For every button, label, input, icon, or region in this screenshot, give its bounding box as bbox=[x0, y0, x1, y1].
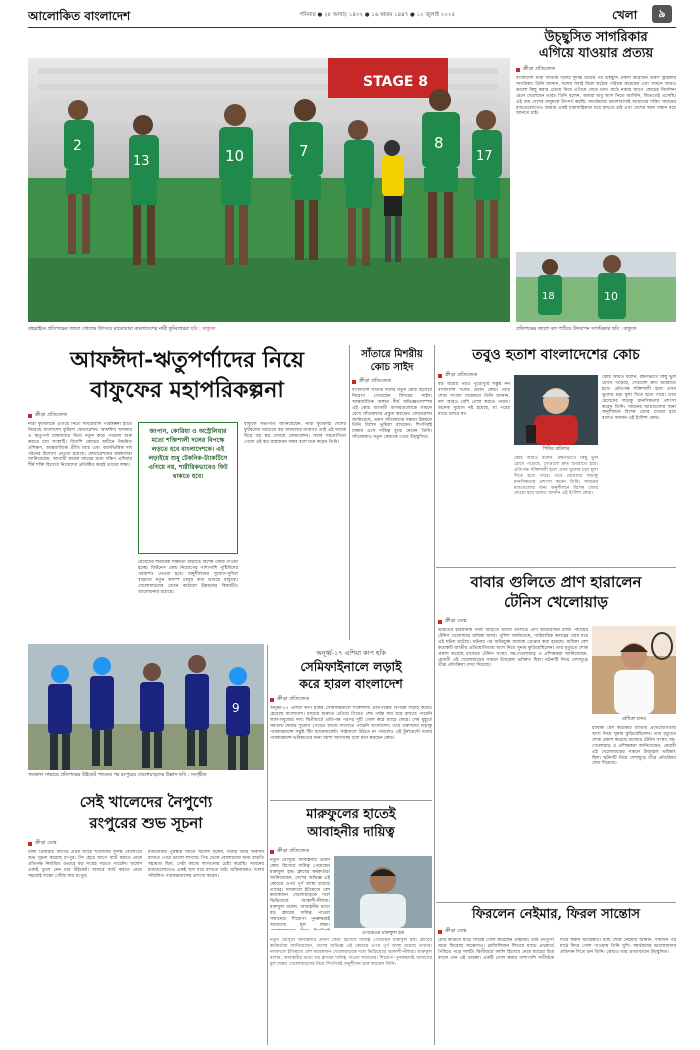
section-rule bbox=[436, 567, 676, 568]
semifinal-kicker: অনূর্ধ্ব-১৭ এশিয়া কাপ হকি bbox=[316, 649, 386, 657]
lead-photo-illustration bbox=[28, 58, 510, 322]
coach-photo-illustration bbox=[514, 375, 598, 445]
neymar-body bbox=[438, 938, 676, 1042]
lead-photo bbox=[28, 58, 510, 322]
sagorika-headline-line-1: উচ্ছ্বসিত সাগরিকার bbox=[544, 30, 648, 45]
cricket-photo bbox=[28, 644, 264, 770]
lead-photo-credit: ছবি : বাফুফে bbox=[190, 327, 216, 332]
column-rule bbox=[434, 345, 435, 1045]
jersey-number: 2 bbox=[73, 138, 82, 154]
cricket-photo-illustration bbox=[28, 644, 264, 770]
tennis-body-1: ভারতের হরিয়ানায় নিজ বাড়িতে বাবার গুলিতে প্রাণ হারিয়েছেন রাজ্য পর্যায়ের টেনিস খেলোয়াড় রাধিকা যাদব। পুলিশ জানিয়েছে, পারিবারিক কলহের জের ধরে এই ঘটনা ঘটেছে। ঘটনার পর অভিযুক্ত বাবাকে গ্রেপ্তার করা হয়েছে। bbox=[438, 628, 588, 645]
byline-marker-icon bbox=[438, 620, 442, 624]
sagorika-headline-line-2: এগিয়ে যাওয়ার প্রত্যয় bbox=[538, 46, 654, 61]
bafufe-byline-text: ক্রীড়া প্রতিবেদক bbox=[35, 412, 68, 418]
semifinal-headline-line-2: করে হারল বাংলাদেশ bbox=[299, 676, 403, 691]
neymar-headline: ফিরলেন নেইমার, ফিরল সান্তোস bbox=[471, 907, 641, 922]
sagorika-photo-illustration bbox=[516, 252, 676, 322]
maruful-photo-illustration bbox=[334, 856, 432, 928]
semifinal-byline-text: ক্রীড়া প্রতিবেদক bbox=[277, 696, 310, 702]
bafufe-callout bbox=[138, 422, 238, 554]
cricket-photo-caption-text: গতকাল সাভারে প্রতিপক্ষের উইকেট পতনের পর রংপুরের খেলোয়াড়দের উল্লাস bbox=[28, 773, 178, 778]
bafufe-byline bbox=[28, 412, 67, 420]
bafufe-body-col-2 bbox=[138, 560, 238, 640]
frustration-body-2: কোচ আরও বলেন, রক্ষণভাগে কিছু ভুল চোখে পড়েছে, সেগুলো দ্রুত শুধরাতে হবে। প্রতিপক্ষ শক্তিশালী হলে এসব ভুলের চড়া মূল্য দিতে হতে পারে। তবে মেয়েদের লড়াকু মানসিকতার প্রশংসা করেন তিনি। সামনের ম্যাচগুলোর জন্য অনুশীলনে বিশেষ জোর দেওয়া হবে বলেও জানান এই ইংলিশ কোচ। bbox=[602, 375, 676, 422]
frustration-body-col-2 bbox=[602, 375, 676, 564]
tennis-body-col-2 bbox=[592, 726, 676, 900]
sagorika-photo bbox=[516, 252, 676, 322]
cricket-photo-caption bbox=[28, 772, 264, 780]
jersey-number: 8 bbox=[434, 134, 444, 152]
bafufe-headline-line-1: আফঈদা-ঋতুপর্ণাদের নিয়ে bbox=[70, 347, 304, 373]
byline-marker-icon bbox=[516, 68, 520, 72]
tennis-photo-illustration bbox=[592, 626, 676, 714]
maruful-headline-line-2: আবাহনীর দায়িত্ব bbox=[307, 825, 395, 840]
byline-marker-icon bbox=[270, 698, 274, 702]
bafufe-body-col-3 bbox=[244, 422, 346, 640]
sagorika-photo-caption bbox=[516, 326, 676, 334]
header-rule bbox=[28, 27, 676, 28]
rangpur-headline bbox=[28, 792, 264, 834]
maruful-byline bbox=[270, 848, 309, 856]
sagorika-headline bbox=[516, 30, 676, 62]
saeed-headline bbox=[352, 348, 432, 374]
tennis-headline bbox=[436, 572, 676, 612]
maruful-photo-caption: এসকেএম মারুফুল হক bbox=[361, 931, 405, 936]
maruful-body-text: নতুন মৌসুমে আবাহনীর প্রধান কোচ হিসেবে দায়িত্ব পেয়েছেন মারুফুল হক। ক্লাবের কর্মকর্তারা জানিয়েছেন, দেশের অভিজ্ঞ এই কোচের ওপর পূর্ণ আস্থা রয়েছে তাদের। দলবদলে ইতিমধ্যে বেশ কয়েকজন খেলোয়াড়কে দলে ভিড়িয়েছে আকাশী-নীলরা। মারুফুল বলেন, আবাহনীর মতো বড় ক্লাবের দায়িত্ব পাওয়া সম্মানের। শিরোপা পুনরুদ্ধারই আমাদের মূল লক্ষ্য। bbox=[270, 858, 330, 928]
neymar-byline-text: ক্রীড়া ডেস্ক bbox=[445, 928, 467, 934]
rangpur-headline-line-1: সেই খালেদের নৈপুণ্যে bbox=[79, 793, 213, 811]
frustration-body-continued: কোচ আরও বলেন, রক্ষণভাগে কিছু ভুল চোখে পড়েছে, সেগুলো দ্রুত শুধরাতে হবে। প্রতিপক্ষ শক্তিশালী হলে এসব ভুলের চড়া মূল্য দিতে হতে পারে। তবে মেয়েদের লড়াকু মানসিকতার প্রশংসা করেন তিনি। সামনের ম্যাচগুলোর জন্য অনুশীলনে বিশেষ জোর দেওয়া হবে বলেও জানান এই ইংলিশ কোচ। bbox=[514, 456, 598, 497]
coach-photo-caption: পিটার বাটলার bbox=[542, 447, 570, 452]
rangpur-byline-text: ক্রীড়া ডেস্ক bbox=[35, 840, 57, 846]
maruful-body-col-1 bbox=[270, 858, 330, 930]
bafufe-headline bbox=[28, 345, 346, 405]
neymar-byline bbox=[438, 928, 467, 936]
tennis-byline-text: ক্রীড়া ডেস্ক bbox=[445, 618, 467, 624]
sagorika-photo-credit: ছবি : বাফুফে bbox=[611, 327, 637, 332]
maruful-body-continued: নতুন মৌসুমে আবাহনীর প্রধান কোচ হিসেবে দায়িত্ব পেয়েছেন মারুফুল হক। ক্লাবের কর্মকর্তারা জানিয়েছেন, দেশের অভিজ্ঞ এই কোচের ওপর পূর্ণ আস্থা রয়েছে তাদের। দলবদলে ইতিমধ্যে বেশ কয়েকজন খেলোয়াড়কে দলে ভিড়িয়েছে আকাশী-নীলরা। মারুফুল বলেন, আবাহনীর মতো বড় ক্লাবের দায়িত্ব পাওয়া সম্মানের। শিরোপা পুনরুদ্ধারই আমাদের মূল লক্ষ্য। খেলোয়াড়দের নিয়ে শিগগিরই অনুশীলন শুরু করবেন তিনি। bbox=[270, 938, 432, 967]
sagorika-body-text: বাংলাদেশ নারী জাতীয় দলের দুর্দান্ত জয়ের পর উচ্ছ্বাস প্রকাশ করেছেন তরুণ স্ট্রাইকার সাগরিকা। তিনি জানান, দলের সবাই মিলে কঠোর পরিশ্রম করেছেন এবং সামনে আরও ভালো কিছু করার প্রত্যয় নিয়ে এগিয়ে যেতে চান। মাঠে নামার আগে কোচের নির্দেশনা মেনে খেলেছেন তারা। তিনি বলেন, আমরা শুধু অংশ নিতে আসিনি, জিততেই এসেছি। এই জয় দেশের মানুষকে উৎসর্গ করছি। সমর্থকদের ভালোবাসাই আমাদের শক্তি। সামনের ম্যাচগুলোতেও আমরা একই ধারাবাহিকতা ধরে রাখতে চাই এবং দেশের জন্য সম্মান বয়ে আনতে চাই। bbox=[516, 76, 676, 117]
maruful-body-col-2 bbox=[270, 938, 432, 1042]
tennis-body-col-1 bbox=[438, 628, 588, 900]
jersey-number: 10 bbox=[225, 147, 245, 165]
column-rule bbox=[349, 345, 350, 640]
maruful-photo bbox=[334, 856, 432, 928]
bafufe-body-2: মেয়েদের শারীরিক সক্ষমতা বাড়াতে বিশেষ জোর দেওয়া হচ্ছে। ফিটনেস কোচ নিয়োগের পাশাপাশি পুষ্টিবিদের পরামর্শও নেওয়া হবে। অনুশীলনের সুযোগ-সুবিধা বাড়াতে নতুন ক্যাম্প চালুর কথা ভাবছে বাফুফে। খেলোয়াড়দের বেতন কাঠামো উন্নয়নের বিষয়টিও আলোচনায় রয়েছে। bbox=[138, 560, 238, 595]
semifinal-headline bbox=[270, 658, 432, 692]
coach-photo bbox=[514, 375, 598, 445]
jersey-number: 17 bbox=[476, 149, 493, 164]
semifinal-byline bbox=[270, 696, 309, 704]
frustration-byline-text: ক্রীড়া প্রতিবেদক bbox=[445, 372, 478, 378]
section-rule bbox=[270, 800, 432, 801]
tennis-headline-line-1: বাবার গুলিতে প্রাণ হারালেন bbox=[470, 573, 642, 591]
frustration-body-1: বড় জয়ের পরও পুরোপুরি সন্তুষ্ট নন বাংলাদেশ দলের প্রধান কোচ। ম্যাচ শেষে সংবাদ সম্মেলনে তিনি জানান, দল আরও বেশি গোল করতে পারত। অনেক সুযোগ নষ্ট হয়েছে, যা পরের ম্যাচে চলবে না। bbox=[438, 382, 510, 417]
frustration-body-col-3 bbox=[514, 456, 598, 564]
rangpur-body-2: ম্যাচসেরার পুরস্কার জিতে খালেদ বলেন, দলের জয়ে অবদান রাখতে পেরে ভালো লাগছে। পিচ থেকে বোলারদের জন্য বাড়তি সহায়তা ছিল, সেটা কাজে লাগানোর চেষ্টা করেছি। সামনের ম্যাচগুলোতেও একই ছন্দ ধরে রাখতে চাই। অধিনায়কও দলের সম্মিলিত পারফরম্যান্সের প্রশংসা করেন। bbox=[148, 850, 264, 879]
neymar-body-text: চোট কাটিয়ে মাঠে ফিরেই গোল করেছেন নেইমার। তার নৈপুণ্যে জয়ে ফিরেছে সান্তোসও। ব্রাজিলিয়ান লিগের ম্যাচে প্রথমার্ধে পিছিয়ে পড়ে দলটি। দ্বিতীয়ার্ধে বদলি হিসেবে নেমে ম্যাচের চিত্র বদলে দেন এই তারকা। একটি গোল করার পাশাপাশি সতীর্থকে দিয়ে করান আরেকটি। ম্যাচ শেষে নেইমার জানান, দীর্ঘদিন পর মাঠে ফিরে গোল পাওয়ায় তিনি খুশি। সমর্থকদের ভালোবাসার প্রতিদান দিতে চান তিনি। কোচও তার প্রত্যাবর্তনে উচ্ছ্বসিত। bbox=[438, 938, 676, 961]
sagorika-photo-caption-text: প্রতিপক্ষের জালে বল পাঠিয়ে উদযাপন সাগরিকার bbox=[516, 327, 611, 332]
jersey-number: 18 bbox=[542, 291, 555, 302]
frustration-headline: তবুও হতাশ বাংলাদেশের কোচ bbox=[472, 347, 640, 363]
saeed-body-text: বাংলাদেশ সাঁতার দলের নতুন কোচ হিসেবে নিয়োগ পেয়েছেন মিশরের সাইদ। আন্তর্জাতিক অঙ্গনে দীর্ঘ অভিজ্ঞতাসম্পন্ন এই কোচ আগামী আসরগুলোকে সামনে রেখে সাঁতারুদের প্রস্তুত করবেন। ফেডারেশন জানিয়েছে, তরুণ সাঁতারুদের দক্ষতা উন্নয়নে তিনি বিশেষ ভূমিকা রাখবেন। শিগগিরই ঢাকায় এসে দায়িত্ব বুঝে নেবেন তিনি। সাঁতারুরাও নতুন কোচকে পেয়ে উচ্ছ্বসিত। bbox=[352, 388, 432, 441]
page-number: ৯ bbox=[652, 5, 672, 23]
saeed-headline-line-2: কোচ সাইদ bbox=[370, 362, 414, 373]
jersey-number: 13 bbox=[133, 154, 150, 169]
tennis-photo bbox=[592, 626, 676, 714]
jersey-number: 10 bbox=[604, 290, 618, 303]
rangpur-byline bbox=[28, 840, 57, 848]
maruful-headline-line-1: মারুফুলের হাতেই bbox=[306, 807, 396, 822]
stadium-banner: STAGE 8 bbox=[363, 74, 429, 90]
maruful-byline-text: ক্রীড়া প্রতিবেদক bbox=[277, 848, 310, 854]
sagorika-body bbox=[516, 76, 676, 250]
tennis-body-2: রাধিকা বেশ কয়েকটি জাতীয় প্রতিযোগিতায় অংশ নিয়ে সুনাম কুড়িয়েছিলেন। তার মৃত্যুতে শোক প্রকাশ করেছে রাজ্যের টেনিস সংস্থা। সহ-খেলোয়াড় ও প্রশিক্ষকরা জানিয়েছেন, মেধাবী এই খেলোয়াড়ের সামনে উজ্জ্বল ভবিষ্যৎ ছিল। ঘটনাটি নিয়ে দেশজুড়ে তীব্র প্রতিক্রিয়া দেখা দিয়েছে। bbox=[438, 639, 588, 669]
section-rule bbox=[436, 902, 676, 903]
byline-marker-icon bbox=[352, 380, 356, 384]
bafufe-callout-text: জাপান, কোরিয়া ও অস্ট্রেলিয়ার মতো শক্তিশালী দলের বিপক্ষে লড়তে হবে বাংলাদেশকে। এই লড়াইয়ে শুধু টেকনিক-ট্যাকটিসে এগিয়ে নয়, শারীরিকভাবেও ফিট থাকতে হবে। bbox=[148, 428, 228, 480]
column-rule bbox=[267, 645, 268, 1045]
rangpur-body-1: ঢাকা প্রিমিয়ার লিগের প্রথম ম্যাচে খালেদের দুর্দান্ত বোলিংয়ে শুভ সূচনা করেছে রংপুর। টস হেরে আগে ব্যাট করতে নেমে প্রতিপক্ষ নির্ধারিত ওভারে বড় সংগ্রহ গড়তে পারেনি। খালেদ একাই তুলে নেন চার উইকেট। জবাবে ব্যাট করতে নেমে সহজেই লক্ষ্যে পৌঁছে যায় রংপুর। bbox=[28, 850, 142, 879]
frustration-byline bbox=[438, 372, 477, 380]
semifinal-headline-line-1: সেমিফাইনালে লড়াই bbox=[300, 659, 402, 674]
jersey-number: 9 bbox=[232, 701, 240, 715]
semifinal-body-text: অনূর্ধ্ব-১৭ এশিয়া কাপ হকির সেমিফাইনালে শক্তিশালী প্রতিপক্ষের বিপক্ষে লড়াই করেও হেরেছে বাংলাদেশ। ম্যাচের শুরুতে এগিয়ে গিয়েও শেষ পর্যন্ত জয় ধরে রাখতে পারেনি লাল-সবুজের দল। দ্বিতীয়ার্ধে প্রতিপক্ষ পরপর দুটি গোল করে ম্যাচে ফেরে। শেষ মুহূর্তে সমতায় ফেরার সুযোগ পেয়েও কাজে লাগাতে পারেনি বাংলাদেশ। তবে তরুণদের লড়াকু পারফরম্যান্সে সন্তুষ্ট টিম ম্যানেজমেন্ট। ফাইনালে উঠতে না পারলেও এই টুর্নামেন্টে দলের পারফরম্যান্স ভবিষ্যতের জন্য আশা জাগাচ্ছে বলে মনে করছেন কোচ। bbox=[270, 706, 432, 741]
jersey-number: 7 bbox=[299, 142, 309, 160]
bafufe-body-1: নারী ফুটবলকে এগিয়ে নিতে দীর্ঘমেয়াদি পরিকল্পনা হাতে নিয়েছে বাংলাদেশ ফুটবল ফেডারেশন। আফঈদা খন্দকার ও ঋতুপর্ণা চাকমাদের নিয়ে নতুন করে পথচলা শুরু করতে চায় সংস্থাটি। বিদেশি কোচের অধীনে নিয়মিত প্রশিক্ষণ, আন্তর্জাতিক প্রীতি ম্যাচ এবং বয়সভিত্তিক দল গঠনের উদ্যোগ নেওয়া হয়েছে। ফেডারেশনের কর্মকর্তারা জানিয়েছেন, আগামী কয়েক বছরের মধ্যে দক্ষিণ এশিয়ার শীর্ষ শক্তি হিসেবে নিজেদের প্রতিষ্ঠিত করাই তাদের লক্ষ্য। bbox=[28, 422, 132, 469]
sagorika-byline-text: ক্রীড়া প্রতিবেদক bbox=[523, 66, 556, 72]
bafufe-body-col-1 bbox=[28, 422, 132, 640]
byline-marker-icon bbox=[270, 850, 274, 854]
byline-marker-icon bbox=[438, 374, 442, 378]
lead-photo-caption bbox=[28, 326, 510, 334]
tennis-photo-caption: রাধিকা যাদব bbox=[622, 717, 646, 722]
byline-marker-icon bbox=[28, 414, 32, 418]
cricket-photo-credit: ছবি : সংগৃহীত bbox=[179, 773, 207, 778]
bafufe-body-3: বাফুফে সভাপতি জানিয়েছেন, নারী ফুটবলই দেশের ফুটবলের সবচেয়ে বড় সাফল্যের জায়গা। তাই এই দলকে ঘিরে বড় স্বপ্ন দেখছে ফেডারেশন। সবার সহযোগিতা পেলে এই স্বপ্ন বাস্তবায়ন সম্ভব বলে মনে করেন তিনি। bbox=[244, 422, 346, 445]
lead-photo-caption-text: বাহরাইনে প্রতিপক্ষের জালে গোলের উৎসবে মাতোয়ারা বাংলাদেশের নারী ফুটবলাররা bbox=[28, 327, 190, 332]
byline-marker-icon bbox=[438, 930, 442, 934]
masthead: আলোকিত বাংলাদেশ bbox=[28, 9, 131, 23]
tennis-body-2-continued: রাধিকা বেশ কয়েকটি জাতীয় প্রতিযোগিতায় অংশ নিয়ে সুনাম কুড়িয়েছিলেন। তার মৃত্যুতে শোক প্রকাশ করেছে রাজ্যের টেনিস সংস্থা। সহ-খেলোয়াড় ও প্রশিক্ষকরা জানিয়েছেন, মেধাবী এই খেলোয়াড়ের সামনে উজ্জ্বল ভবিষ্যৎ ছিল। ঘটনাটি নিয়ে দেশজুড়ে তীব্র প্রতিক্রিয়া দেখা দিয়েছে। bbox=[592, 726, 676, 767]
section-label: খেলা bbox=[612, 8, 638, 22]
saeed-headline-line-1: সাঁতারে মিশরীয় bbox=[361, 349, 423, 360]
bafufe-headline-line-2: বাফুফের মহাপরিকল্পনা bbox=[90, 377, 284, 403]
saeed-body bbox=[352, 388, 432, 564]
rangpur-headline-line-2: রংপুরের শুভ সূচনা bbox=[89, 814, 203, 832]
sagorika-byline bbox=[516, 66, 555, 74]
saeed-byline-text: ক্রীড়া প্রতিবেদক bbox=[359, 378, 392, 384]
maruful-headline bbox=[270, 806, 432, 842]
saeed-byline bbox=[352, 378, 391, 386]
byline-marker-icon bbox=[28, 842, 32, 846]
rangpur-body-col-1 bbox=[28, 850, 142, 1042]
tennis-headline-line-2: টেনিস খেলোয়াড় bbox=[503, 593, 609, 611]
tennis-byline bbox=[438, 618, 467, 626]
rangpur-body-col-2 bbox=[148, 850, 264, 1042]
frustration-body-col-1 bbox=[438, 382, 510, 564]
date-line: শনিবার ● ২৮ আষাঢ় ১৪৩২ ● ১৬ মহরম ১৪৪৭ ● ১২ জুলাই ২০২৫ bbox=[300, 12, 456, 18]
